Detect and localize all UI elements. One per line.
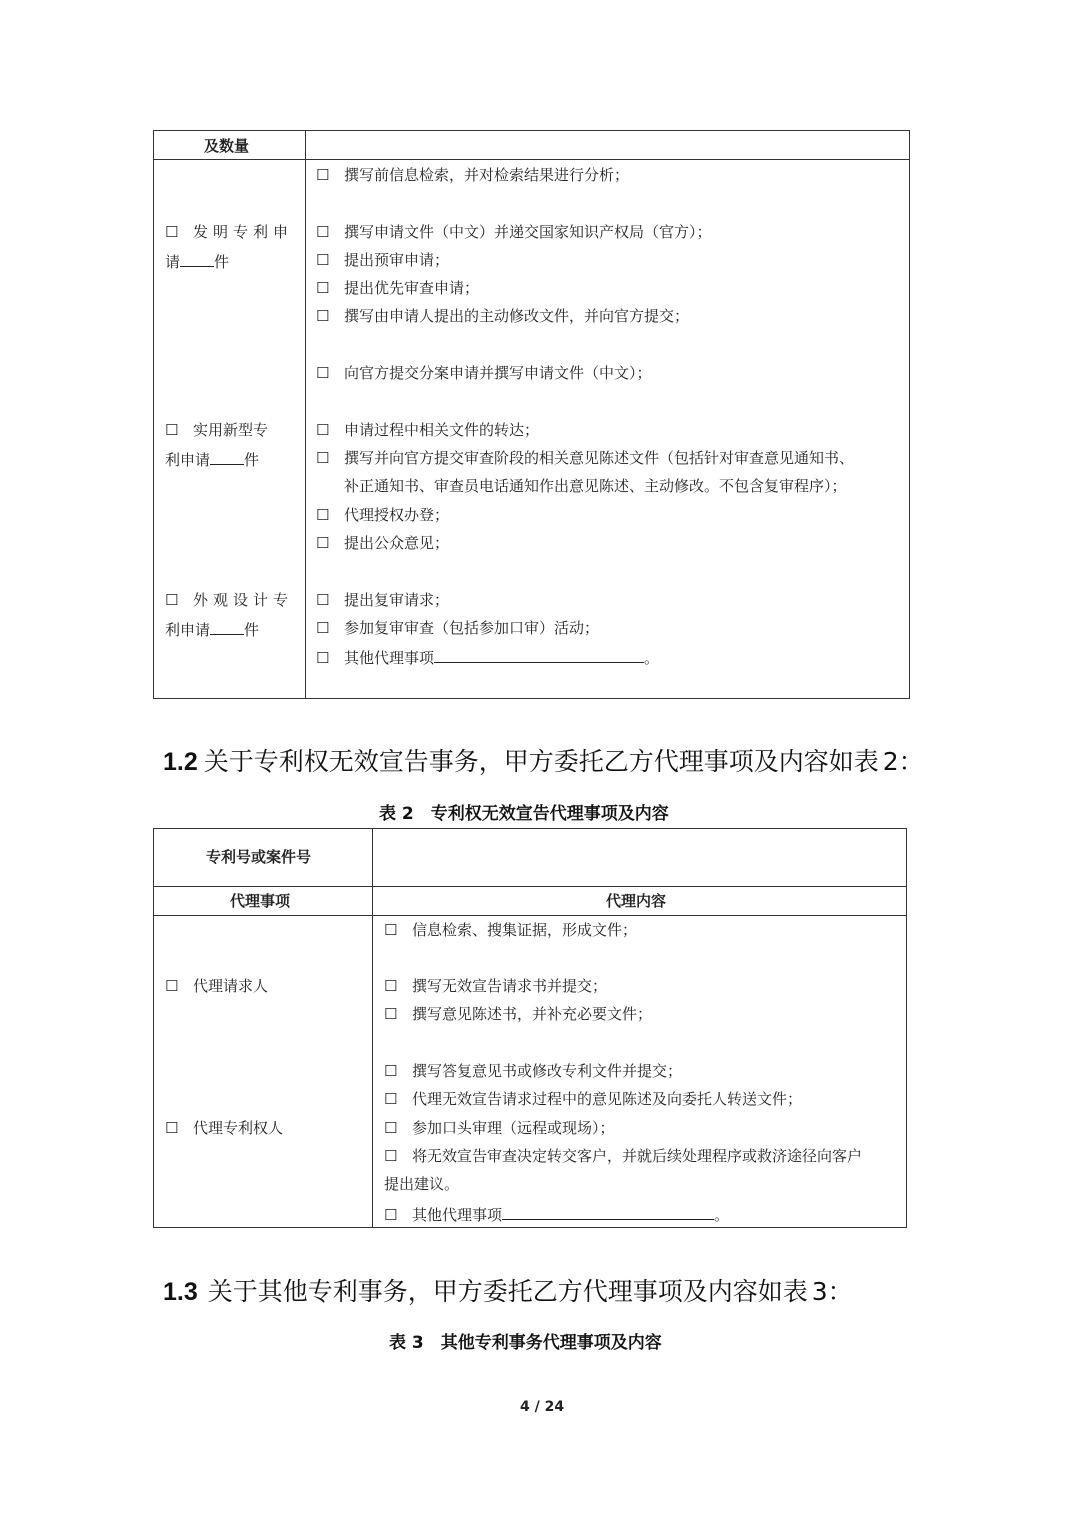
checkbox[interactable]: ☐ (384, 1090, 398, 1108)
table1-item: ☐ 提出预审申请； (316, 251, 450, 269)
checkbox[interactable]: ☐ (316, 279, 330, 297)
checkbox[interactable]: ☐ (384, 977, 398, 995)
checkbox[interactable]: ☐ (384, 1005, 398, 1023)
table1-item: ☐ 撰写并向官方提交审查阶段的相关意见陈述文件（包括针对审查意见通知书、 (316, 449, 855, 467)
table2-row1-label: 专利号或案件号 (206, 848, 312, 866)
checkbox[interactable]: ☐ (316, 591, 330, 609)
other-matters-blank[interactable] (502, 1203, 714, 1220)
option-invention-count: 请 件 (165, 250, 229, 272)
table1-item: ☐ 代理授权办登； (316, 506, 450, 524)
table2-col-right-header: 代理内容 (606, 892, 667, 910)
table1-header-left: 及数量 (204, 137, 250, 155)
option-utility-model: ☐ 实用新型专 (165, 421, 269, 439)
checkbox-utility[interactable]: ☐ (165, 421, 179, 439)
table2-item: ☐ 撰写意见陈述书，并补充必要文件； (384, 1005, 653, 1023)
page-number: 4 / 24 (520, 1399, 565, 1415)
table2-item: ☐ 撰写答复意见书或修改专利文件并提交； (384, 1062, 683, 1080)
table1-item: ☐ 撰写由申请人提出的主动修改文件，并向官方提交； (316, 307, 690, 325)
invention-count-blank[interactable] (180, 250, 214, 267)
section-heading-1-2: 1.2 关于专利权无效宣告事务，甲方委托乙方代理事项及内容如表 2： (163, 747, 924, 776)
checkbox[interactable]: ☐ (316, 506, 330, 524)
checkbox[interactable]: ☐ (316, 223, 330, 241)
checkbox[interactable]: ☐ (316, 421, 330, 439)
table1-item: ☐ 提出优先审查申请； (316, 279, 480, 297)
checkbox[interactable]: ☐ (384, 921, 398, 939)
checkbox-invention[interactable]: ☐ (165, 223, 179, 241)
table2-item: ☐ 代理无效宣告请求过程中的意见陈述及向委托人转送文件； (384, 1090, 803, 1108)
option-patentee: ☐ 代理专利权人 (165, 1119, 284, 1137)
table2-col-left-header: 代理事项 (230, 892, 291, 910)
table1-item-other: ☐ 其他代理事项 。 (316, 646, 659, 668)
checkbox[interactable]: ☐ (316, 251, 330, 269)
option-invention-patent: ☐ 发明专利申 (165, 223, 294, 241)
table2-item-continued: 提出建议。 (384, 1175, 460, 1193)
checkbox[interactable]: ☐ (316, 364, 330, 382)
checkbox[interactable]: ☐ (384, 1119, 398, 1137)
checkbox[interactable]: ☐ (316, 534, 330, 552)
checkbox[interactable]: ☐ (316, 649, 330, 667)
table2-item: ☐ 将无效宣告审查决定转交客户，并就后续处理程序或救济途径向客户 (384, 1147, 863, 1165)
table1-item: ☐ 撰写申请文件（中文）并递交国家知识产权局（官方）； (316, 223, 712, 241)
checkbox[interactable]: ☐ (384, 1206, 398, 1224)
table1-item: ☐ 撰写前信息检索，并对检索结果进行分析； (316, 166, 630, 184)
option-design-count: 利申请 件 (165, 618, 259, 640)
table1-item: ☐ 提出公众意见； (316, 534, 450, 552)
table2-item: ☐ 参加口头审理（远程或现场）； (384, 1119, 615, 1137)
checkbox-patentee[interactable]: ☐ (165, 1119, 179, 1137)
table3-caption: 表 3 其他专利事务代理事项及内容 (389, 1333, 662, 1353)
table1-item: ☐ 参加复审审查（包括参加口审）活动； (316, 619, 600, 637)
table-patent-application (153, 130, 910, 699)
table-invalidation (153, 828, 907, 1228)
checkbox-design[interactable]: ☐ (165, 591, 179, 609)
option-utility-count: 利申请 件 (165, 448, 259, 470)
utility-count-blank[interactable] (210, 448, 244, 465)
table1-item-continued: 补正通知书、审查员电话通知作出意见陈述、主动修改。不包含复审程序）； (344, 477, 847, 495)
table1-item: ☐ 申请过程中相关文件的转达； (316, 421, 540, 439)
option-requester: ☐ 代理请求人 (165, 977, 269, 995)
section-heading-1-3: 1.3 关于其他专利事务，甲方委托乙方代理事项及内容如表 3： (163, 1277, 853, 1306)
table2-item-other: ☐ 其他代理事项 。 (384, 1203, 729, 1225)
checkbox[interactable]: ☐ (316, 449, 330, 467)
checkbox[interactable]: ☐ (316, 307, 330, 325)
checkbox[interactable]: ☐ (384, 1147, 398, 1165)
checkbox[interactable]: ☐ (316, 166, 330, 184)
table2-item: ☐ 撰写无效宣告请求书并提交； (384, 977, 608, 995)
checkbox[interactable]: ☐ (384, 1062, 398, 1080)
option-design-patent: ☐ 外观设计专 (165, 591, 294, 609)
table2-caption: 表 2 专利权无效宣告代理事项及内容 (379, 804, 669, 824)
design-count-blank[interactable] (210, 618, 244, 635)
checkbox-requester[interactable]: ☐ (165, 977, 179, 995)
checkbox[interactable]: ☐ (316, 619, 330, 637)
table1-item: ☐ 提出复审请求； (316, 591, 450, 609)
table1-item: ☐ 向官方提交分案申请并撰写申请文件（中文）； (316, 364, 652, 382)
table2-item: ☐ 信息检索、搜集证据，形成文件； (384, 921, 638, 939)
other-matters-blank[interactable] (434, 646, 644, 663)
